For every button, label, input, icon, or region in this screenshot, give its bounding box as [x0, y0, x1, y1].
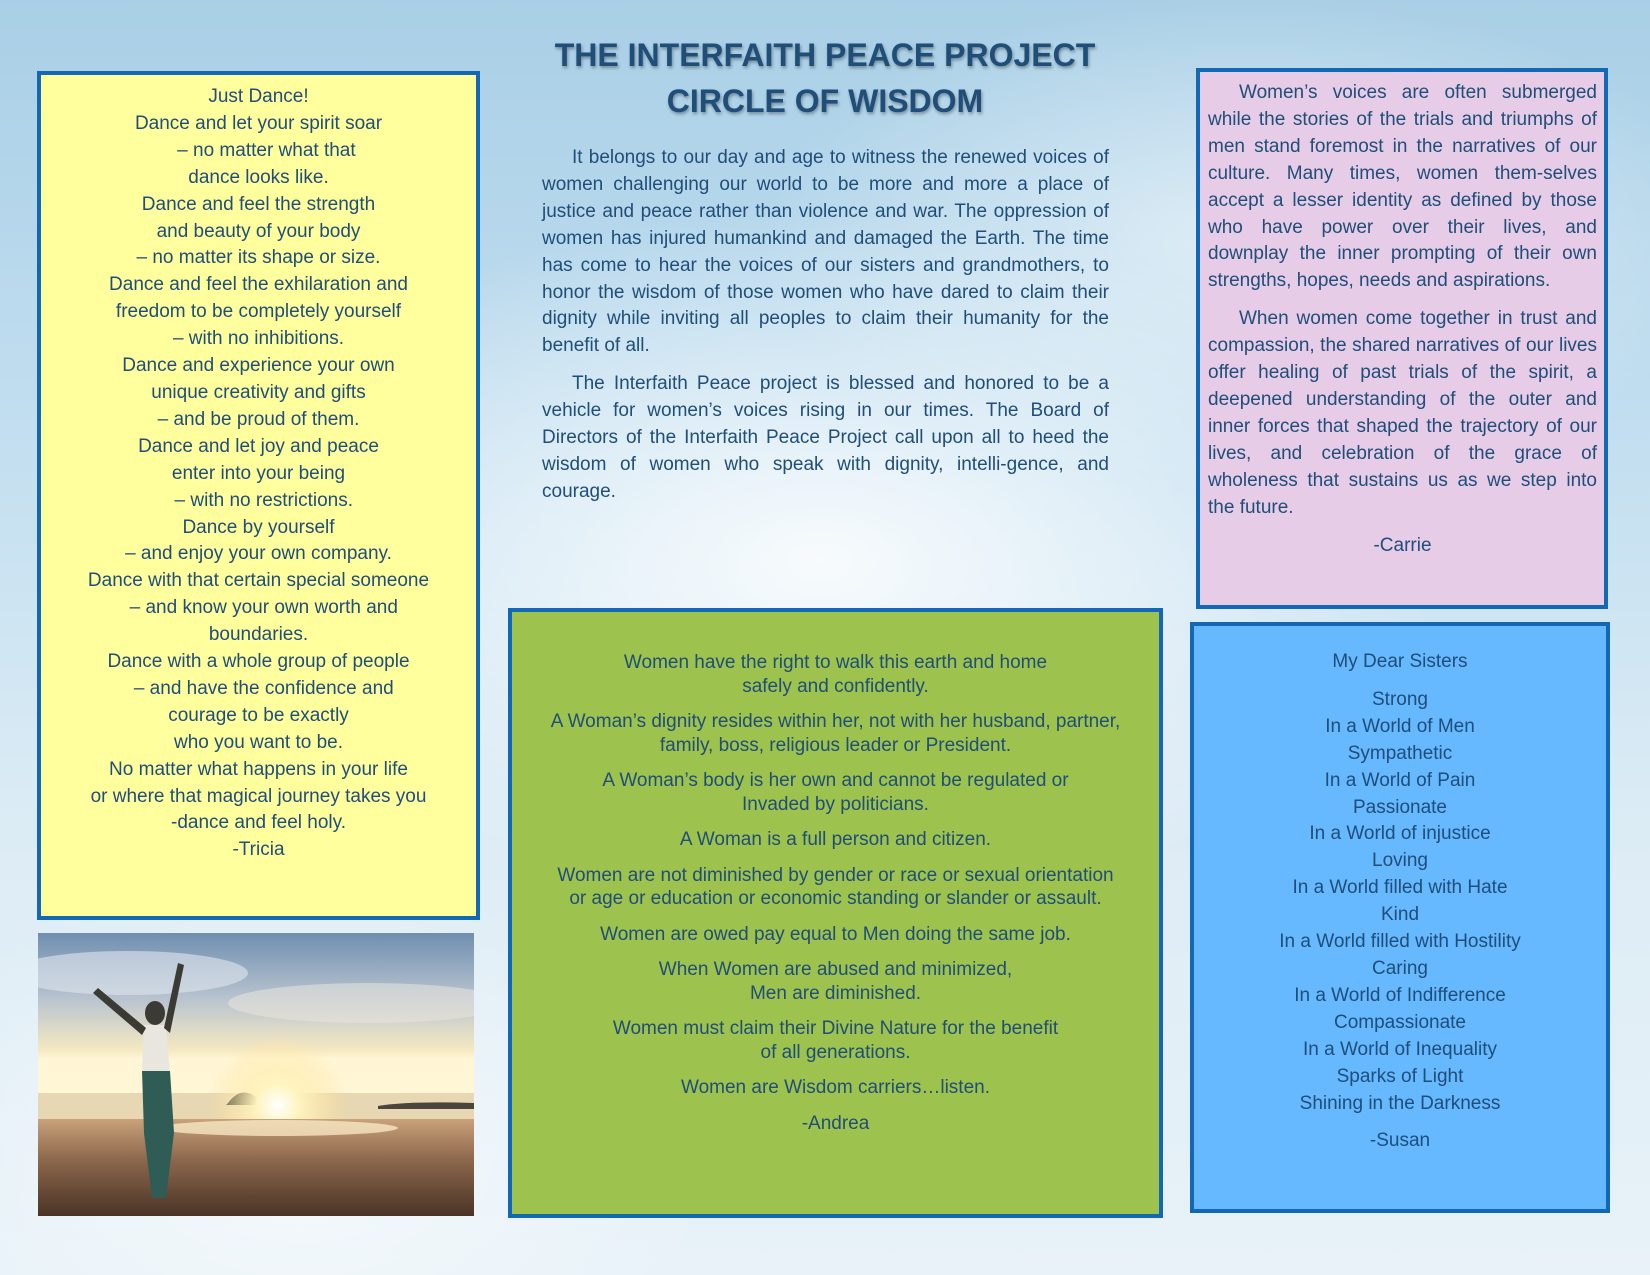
carrie-signature: -Carrie: [1373, 534, 1432, 556]
title-line-2: CIRCLE OF WISDOM: [666, 83, 984, 119]
poem-line: Caring: [1372, 957, 1428, 979]
statement-line: family, boss, religious leader or President.: [659, 734, 1012, 756]
poem-line: Sympathetic: [1347, 742, 1453, 764]
poem-line: Dance and let your spirit soar: [134, 112, 383, 134]
andrea-statements-box: [508, 608, 1163, 1218]
statement-line: A Woman’s dignity resides within her, not with her husband, partner,: [550, 711, 1121, 732]
andrea-statement: [512, 958, 1159, 1005]
statement-line: Men are diminished.: [749, 982, 922, 1004]
poem-line: who you want to be.: [174, 731, 343, 753]
poem-line: Passionate: [1352, 796, 1447, 818]
susan-poem-heading: My Dear Sisters: [1332, 651, 1468, 672]
statement-line: or age or education or economic standing or slander or assault.: [569, 888, 1102, 909]
poem-line: Dance and feel the strength: [141, 193, 376, 215]
andrea-statement: [512, 710, 1159, 757]
poem-line: Dance and feel the exhilaration and: [109, 274, 408, 296]
poem-line: In a World of injustice: [1309, 823, 1491, 845]
poem-line: -dance and feel holy.: [171, 812, 346, 834]
poem-line: and beauty of your body: [156, 220, 361, 242]
statement-line: of all generations.: [760, 1041, 911, 1063]
poem-line: In a World of Pain: [1324, 769, 1476, 791]
poem-signature: -Tricia: [232, 839, 285, 861]
poem-line: In a World filled with Hostility: [1279, 931, 1521, 953]
poem-line: or where that magical journey takes you: [90, 785, 427, 807]
carrie-paragraph-2: When women come together in trust and compassion, the shared narratives of our lives offer healing of past trials of the spirit, a deepened understanding of the outer and inner forces that shaped the trajectory of our lives, and celebration of the grace of wholeness that sustains us as we step into the future.: [1208, 308, 1597, 518]
poem-line: – and enjoy your own company.: [125, 543, 392, 565]
carrie-reflection-box: [1196, 68, 1608, 609]
poem-line: Dance and let joy and peace: [138, 435, 379, 457]
andrea-statement: [512, 828, 1159, 852]
poem-line: Dance and experience your own: [122, 355, 395, 377]
poem-line: In a World of Indifference: [1294, 984, 1506, 1006]
susan-poem-box: [1190, 622, 1610, 1213]
andrea-statement: [512, 651, 1159, 698]
andrea-statement: [512, 923, 1159, 947]
poem-line: boundaries.: [208, 624, 309, 646]
statement-line: A Woman is a full person and citizen.: [679, 829, 992, 850]
poem-line: – with no restrictions.: [163, 489, 354, 511]
poem-line: In a World of Men: [1325, 715, 1475, 737]
poem-line: In a World of Inequality: [1303, 1038, 1497, 1060]
poem-line: – no matter its shape or size.: [136, 247, 381, 269]
page-title: [520, 32, 1130, 124]
poem-line: No matter what happens in your life: [109, 758, 408, 780]
poem-line: freedom to be completely yourself: [115, 301, 402, 323]
statement-line: Women are not diminished by gender or race or sexual orientation: [557, 864, 1114, 886]
signature-line: -Andrea: [801, 1112, 870, 1134]
title-line-1: THE INTERFAITH PEACE PROJECT: [554, 37, 1096, 73]
poem-line: In a World filled with Hate: [1292, 877, 1508, 899]
poem-line: Dance with a whole group of people: [107, 651, 410, 673]
statement-line: Invaded by politicians.: [742, 793, 929, 815]
poem-line: Dance with that certain special someone: [87, 570, 430, 592]
poem-line: Just Dance!: [208, 86, 309, 107]
intro-paragraph-1: It belongs to our day and age to witness the renewed voices of women challenging our world to be more and more a place of justice and peace rather than violence and war. The oppression of women has injured humankind and damaged the Earth. The time has come to hear the voices of our sisters and grandmothers, to honor the wisdom of those women who have dared to claim their dignity while inviting all peoples to claim their humanity for the benefit of all.: [542, 147, 1109, 357]
andrea-statement: [512, 1017, 1159, 1064]
andrea-statement: [512, 1076, 1159, 1100]
poem-line: – and know your own worth and: [119, 597, 398, 619]
poem-line: – no matter what that: [161, 139, 356, 161]
poem-line: Loving: [1372, 850, 1428, 872]
poem-line: Kind: [1380, 904, 1420, 926]
sunset-beach-photo: [38, 933, 474, 1216]
just-dance-poem-box: [37, 71, 480, 920]
susan-signature: -Susan: [1369, 1130, 1431, 1152]
intro-paragraph-2: The Interfaith Peace project is blessed and honored to be a vehicle for women’s voices rising in our times. The Board of Directors of the Interfaith Peace Project call upon all to heed the wisdom of women who speak with dignity, intelli-gence, and courage.: [542, 373, 1109, 502]
statement-line: Women must claim their Divine Nature for the benefit: [612, 1018, 1059, 1039]
poem-line: – with no inhibitions.: [172, 328, 345, 350]
poem-line: unique creativity and gifts: [151, 381, 366, 403]
andrea-statement: [512, 864, 1159, 911]
poem-line: dance looks like.: [188, 166, 329, 188]
poem-line: Dance by yourself: [182, 516, 335, 538]
statement-line: Women have the right to walk this earth and home: [623, 652, 1048, 673]
poem-line: Compassionate: [1333, 1011, 1467, 1033]
poem-line: courage to be exactly: [168, 704, 349, 726]
intro-text: [542, 145, 1109, 517]
poem-line: enter into your being: [171, 462, 346, 484]
poem-line: Shining in the Darkness: [1299, 1092, 1501, 1114]
poem-line: Strong: [1372, 688, 1428, 710]
carrie-paragraph-1: Women’s voices are often submerged while the stories of the trials and triumphs of men stand foremost in the narratives of our culture. Many times, women them-selves accept a lesser identity as defined by those who have power over their lives, and downplay the inner prompting of their own strengths, hopes, needs and aspirations.: [1208, 82, 1597, 292]
poem-line: – and be proud of them.: [157, 408, 360, 430]
andrea-signature: [512, 1112, 1159, 1136]
poem-line: Sparks of Light: [1336, 1065, 1464, 1087]
andrea-statement: [512, 769, 1159, 816]
statement-line: Women are Wisdom carriers…listen.: [680, 1077, 990, 1098]
statement-line: When Women are abused and minimized,: [658, 959, 1013, 980]
poem-line: – and have the confidence and: [123, 677, 394, 699]
statement-line: A Woman’s body is her own and cannot be regulated or: [602, 770, 1069, 791]
statement-line: Women are owed pay equal to Men doing the same job.: [600, 923, 1071, 945]
statement-line: safely and confidently.: [742, 675, 929, 697]
